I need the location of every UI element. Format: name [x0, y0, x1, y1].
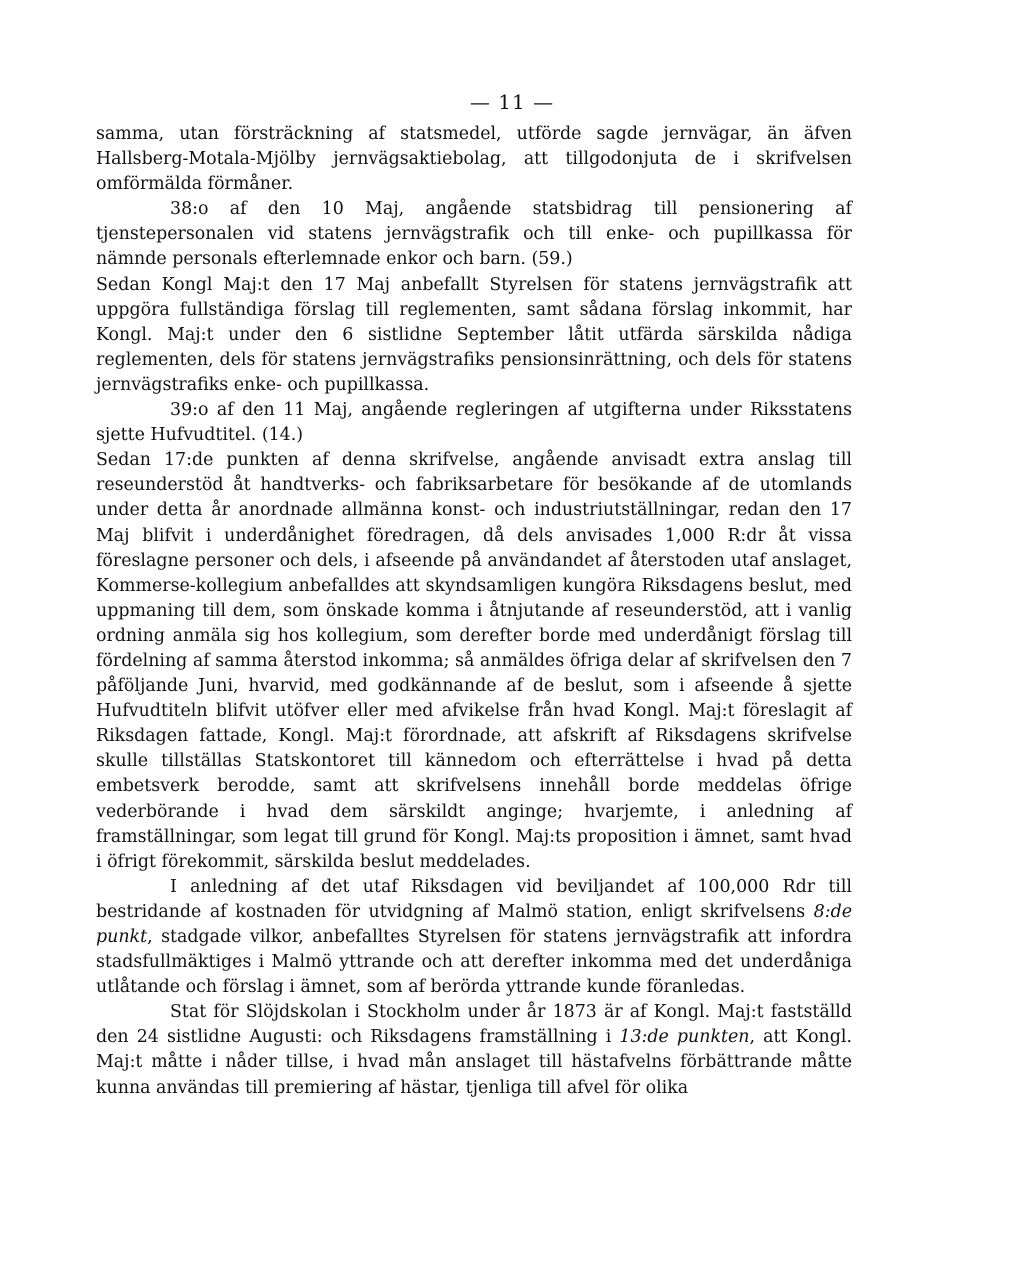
body-text: [96, 122, 852, 1101]
paragraph-slojdskolan-text-a: Stat för Slöjdskolan i Stockholm under år 1873 är af Kongl. Maj:t fastställd den 24 sistlidne Augusti: och Riksdagens framställning i: [96, 1002, 852, 1048]
paragraph-item-38-body: Sedan Kongl Maj:t den 17 Maj anbefallt Styrelsen för statens jernvägstrafik att uppgöra fullständiga förslag till reglementen, samt sådana förslag inkommit, har Kongl. Maj:t under den 6 sistlidne September låtit utfärda särskilda nådiga reglementen, dels för statens jernvägstrafiks pensionsinrättning, och dels för statens jernvägstrafiks enke- och pupillkassa.: [96, 274, 852, 395]
paragraph-malmo-station-text-a: I anledning af det utaf Riksdagen vid beviljandet af 100,000 Rdr till bestridande af kostnaden för utvidgning af Malmö station, enligt skrifvelsens: [96, 876, 852, 922]
paragraph-malmo-station: [96, 875, 852, 1000]
paragraph-item-38: 38:o af den 10 Maj, angående statsbidrag till pensionering af tjenstepersonalen vid statens jernvägstrafik och till enke- och pupillkassa för nämnde personals efterlemnade enkor och barn. (59.): [96, 199, 852, 270]
paragraph-malmo-station-text-b: , stadgade vilkor, anbefalltes Styrelsen för statens jernvägstrafik att infordra stadsfullmäktiges i Malmö yttrande och att derefter inkomma med det underdåniga utlåtande och förslag i ämnet, som af berörda yttrande kunde föranledas.: [96, 927, 852, 998]
paragraph-slojdskolan-text-b: , att Kongl. Maj:t måtte i nåder tillse, i hvad mån anslaget till hästafvelns förbättrande måtte kunna användas till premiering af hästar, tjenliga till afvel för olika: [96, 1027, 852, 1098]
page-number: — 11 —: [469, 90, 555, 114]
paragraph-item-39: 39:o af den 11 Maj, angående regleringen af utgifterna under Riksstatens sjette Hufvudtitel. (14.): [96, 400, 852, 446]
paragraph-malmo-station-italic: 8:de punkt: [96, 901, 852, 947]
paragraph-slojdskolan-italic: 13:de punkten: [619, 1027, 750, 1048]
paragraph-item-39-body: Sedan 17:de punkten af denna skrifvelse, angående anvisadt extra anslag till reseunderstöd åt handtverks- och fabriksarbetare för besökande af de utomlands under detta år anordnade allmänna konst- och industriutställningar, redan den 17 Maj blifvit i underdånighet föredragen, då dels anvisades 1,000 R:dr åt vissa föreslagne personer och dels, i afseende på användandet af återstoden utaf anslaget, Kommerse-kollegium anbefalldes att skyndsamligen kungöra Riksdagens beslut, med uppmaning till dem, som önskade komma i åtnjutande af reseunderstöd, att i vanlig ordning anmäla sig hos kollegium, som derefter borde med underdånigt förslag till fördelning af samma återstod inkomma; så anmäldes öfriga delar af skrifvelsen den 7 påföljande Juni, hvarvid, med godkännande af de beslut, som i afseende å sjette Hufvudtiteln blifvit utöfver eller med afvikelse från hvad Kongl. Maj:t föreslagit af Riksdagen fattade, Kongl. Maj:t förordnade, att afskrift af Riksdagens skrifvelse skulle tillställas Statskontoret till kännedom och efterrättelse i hvad på detta embetsverk berodde, samt att skrifvelsens innehåll borde meddelas öfrige vederbörande i hvad dem särskildt anginge; hvarjemte, i anledning af framställningar, som legat till grund för Kongl. Maj:ts proposition i ämnet, samt hvad i öfrigt förekommit, särskilda beslut meddelades.: [96, 450, 852, 872]
paragraph-continuation: samma, utan försträckning af statsmedel, utförde sagde jernvägar, än äfven Hallsberg-Motala-Mjölby jernvägsaktiebolag, att tillgodonjuta de i skrifvelsen omförmälda förmåner.: [96, 124, 852, 195]
paragraph-slojdskolan: [96, 1000, 852, 1100]
